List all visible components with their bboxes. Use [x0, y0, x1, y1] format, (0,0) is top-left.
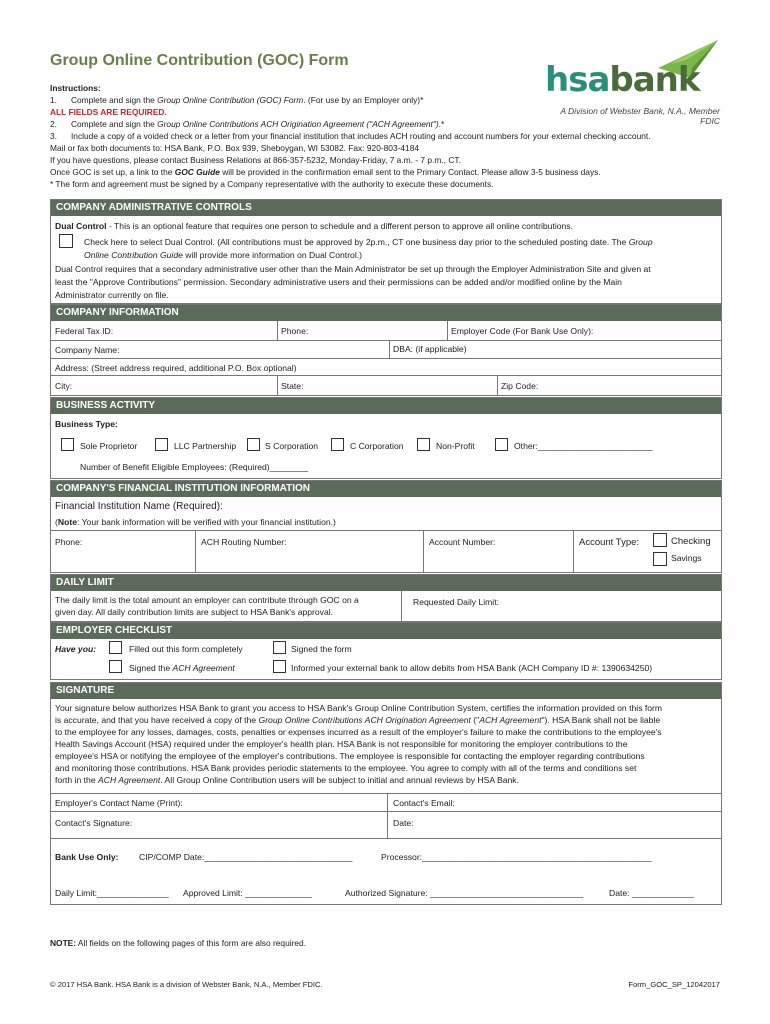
company-name-field[interactable]: Company Name: [55, 345, 120, 355]
note-label: Note [57, 517, 77, 527]
signature-text-6: and monitoring those contributions. HSA Bank provides periodic statements to the employee. You agree to comply with all of the terms and conditions set [55, 763, 637, 773]
dual-control-para-3: Administrator currently on file. [55, 290, 169, 300]
logo-tagline: A Division of Webster Bank, N.A., Member FDIC [560, 106, 720, 126]
dual-control-check-line2 [84, 250, 362, 260]
page-title: Group Online Contribution (GOC) Form [50, 52, 349, 69]
instruction-3-num: 3. [50, 131, 57, 141]
signed-ach-text: Signed the [129, 663, 173, 673]
daily-limit-bank-field[interactable]: Daily Limit:_______________ [55, 888, 169, 898]
filled-form-checkbox[interactable] [109, 641, 122, 654]
approved-limit-field[interactable]: Approved Limit: ______________ [183, 888, 313, 898]
signature-text-5: employee's HSA or notifying the employee of the employer's contributions. The employee is responsible for contacting the employer regarding contributions [55, 751, 645, 761]
sig7-c: . All Group Online Contribution users will be subject to initial and annual reviews by HSA Bank. [160, 775, 519, 785]
instruction-1 [50, 95, 730, 106]
footer-copyright: © 2017 HSA Bank. HSA Bank is a division of Webster Bank, N.A., Member FDIC. [50, 980, 323, 989]
signature-text-3: to the employee for any losses, damages, costs, penalties or expenses incurred as a result of the employer's failure to make the contributions to the employee's [55, 727, 662, 737]
employer-checklist-heading: EMPLOYER CHECKLIST [51, 623, 721, 639]
sig2-c: (" [470, 715, 480, 725]
sig7-b: ACH Agreement [98, 775, 161, 785]
company-phone-field[interactable]: Phone: [281, 326, 309, 336]
signed-ach-italic: ACH Agreement [172, 663, 235, 673]
have-you-label: Have you: [55, 644, 97, 654]
signature-text-1: Your signature below authorizes HSA Bank to grant you access to HSA Bank's Group Online Contribution System, certifies the information provided on this form [55, 703, 663, 713]
employer-checklist-section [50, 622, 722, 680]
instruction-2 [50, 119, 730, 130]
daily-limit-section [50, 574, 722, 622]
non-profit-checkbox[interactable] [417, 438, 430, 451]
llc-label: LLC Partnership [174, 441, 237, 451]
bank-phone-field[interactable]: Phone: [55, 537, 83, 547]
other-label[interactable]: Other:________________________ [514, 441, 653, 451]
dual-control-text [55, 221, 573, 231]
instructions-heading: Instructions: [50, 83, 101, 93]
signature-text-7 [55, 775, 519, 785]
instruction-1-tail: . (For use by an Employer only)* [303, 95, 424, 105]
instruction-1-text: Complete and sign the [70, 95, 158, 105]
financial-institution-heading: COMPANY'S FINANCIAL INSTITUTION INFORMATION [51, 481, 721, 497]
checking-checkbox[interactable] [653, 533, 667, 547]
other-checkbox[interactable] [495, 438, 508, 451]
zip-field[interactable]: Zip Code: [501, 381, 539, 391]
company-info-section [50, 304, 722, 396]
informed-bank-checkbox[interactable] [273, 660, 286, 673]
signed-ach-checkbox[interactable] [109, 660, 122, 673]
pages-note [50, 938, 730, 949]
note-bold: NOTE: [50, 938, 77, 948]
checking-label: Checking [671, 536, 711, 547]
employee-count-field[interactable]: Number of Benefit Eligible Employees: (Required)________ [80, 462, 308, 472]
sig2-e: "). HSA Bank shall not be liable [541, 715, 661, 725]
dual-control-para-1: Dual Control requires that a secondary administrative user other than the Main Administrator be set up through the Employer Administration Site and given at [55, 264, 651, 274]
sole-proprietor-checkbox[interactable] [61, 438, 74, 451]
dual-control-check-line1 [84, 237, 653, 247]
signed-ach-label [129, 663, 235, 673]
contact-signature-field[interactable]: Contact's Signature: [55, 818, 133, 828]
s-corp-label: S Corporation [265, 441, 319, 451]
authority-note: * The form and agreement must be signed by a Company representative with the authority to execute these documents. [50, 179, 494, 189]
c-corp-label: C Corporation [350, 441, 404, 451]
contact-name-field[interactable]: Employer's Contact Name (Print): [55, 798, 183, 808]
instruction-1-italic: Group Online Contribution (GOC) Form [157, 95, 304, 105]
admin-controls-heading: COMPANY ADMINISTRATIVE CONTROLS [51, 200, 721, 216]
dual-check-text: Check here to select Dual Control. (All contributions must be approved by 2p.m., CT one business day prior to the scheduled posting date. The [84, 237, 629, 247]
signature-section [50, 682, 722, 905]
dual-guide-italic: Online Contribution Guide [84, 250, 183, 260]
signed-form-checkbox[interactable] [273, 641, 286, 654]
goc-guide-text: Once GOC is set up, a link to the [50, 167, 175, 177]
business-activity-heading: BUSINESS ACTIVITY [51, 398, 721, 414]
instruction-2-italic: Group Online Contributions ACH Origination Agreement ("ACH Agreement") [157, 119, 439, 129]
instruction-1-num: 1. [50, 95, 57, 105]
instruction-3-text: Include a copy of a voided check or a letter from your financial institution that includes ACH routing and account numbers for your external checking account. [70, 131, 651, 141]
savings-label: Savings [671, 553, 702, 563]
daily-limit-desc-2: given day. All daily contribution limits are subject to HSA Bank's approval. [55, 607, 334, 617]
logo-wordmark [545, 60, 700, 100]
goc-guide-tail: will be provided in the confirmation email sent to the Primary Contact. Please allow 3-5 business days. [219, 167, 601, 177]
account-number-field[interactable]: Account Number: [429, 537, 496, 547]
dual-guide-text: will provide more information on Dual Control.) [182, 250, 362, 260]
signed-form-label: Signed the form [291, 644, 352, 654]
sig2-d: ACH Agreement [479, 715, 542, 725]
goc-guide-line [50, 167, 730, 178]
non-profit-label: Non-Profit [436, 441, 475, 451]
dual-control-label: Dual Control [55, 221, 107, 231]
instruction-2-num: 2. [50, 119, 57, 129]
address-field[interactable]: Address: (Street address required, additional P.O. Box optional) [55, 363, 297, 373]
s-corp-checkbox[interactable] [247, 438, 260, 451]
logo-bank: bank [609, 60, 700, 100]
business-activity-section [50, 397, 722, 479]
informed-bank-label: Informed your external bank to allow debits from HSA Bank (ACH Company ID #: 1390634250) [291, 663, 653, 673]
daily-limit-heading: DAILY LIMIT [51, 575, 721, 591]
contact-email-field[interactable]: Contact's Email: [393, 798, 455, 808]
daily-limit-desc-1: The daily limit is the total amount an employer can contribute through GOC on a [55, 595, 359, 605]
instruction-2-text: Complete and sign the [70, 119, 158, 129]
savings-checkbox[interactable] [653, 552, 667, 566]
c-corp-checkbox[interactable] [331, 438, 344, 451]
requested-daily-limit-field[interactable]: Requested Daily Limit: [413, 597, 499, 607]
note-rest: All fields on the following pages of this form are also required. [76, 938, 307, 948]
bank-date-field[interactable]: Date: _____________ [609, 888, 695, 898]
goc-guide-italic: GOC Guide [174, 167, 220, 177]
footer-form-id: Form_GOC_SP_12042017 [628, 980, 720, 989]
state-field[interactable]: State: [281, 381, 304, 391]
questions-line: If you have questions, please contact Business Relations at 866-357-5232, Monday-Friday, 7 a.m. - 7 p.m., CT. [50, 155, 461, 165]
dual-control-desc: - This is an optional feature that requires one person to schedule and a different person to approve all online contributions. [106, 221, 573, 231]
filled-form-label: Filled out this form completely [129, 644, 243, 654]
signature-heading: SIGNATURE [51, 683, 721, 699]
dual-control-para-2: least the "Approve Contributions" permission. Secondary administrative users and their permissions can be added and/or modified online by the Main [55, 277, 622, 287]
cip-comp-date-field[interactable]: CIP/COMP Date:_______________________________ [139, 852, 353, 862]
signature-date-field[interactable]: Date: [393, 818, 414, 828]
business-type-label: Business Type: [55, 419, 118, 429]
routing-number-field[interactable]: ACH Routing Number: [201, 537, 287, 547]
dual-control-checkbox[interactable] [59, 234, 73, 248]
note-text: : Your bank information will be verified with your financial institution.) [76, 517, 336, 527]
verification-note [55, 517, 336, 527]
institution-name-field[interactable]: Financial Institution Name (Required): [55, 501, 223, 512]
account-type-label: Account Type: [579, 537, 640, 548]
company-info-heading: COMPANY INFORMATION [51, 305, 721, 321]
processor-field[interactable]: Processor:________________________________________________ [381, 852, 652, 862]
instruction-2-tail: .* [438, 119, 445, 129]
instruction-3 [50, 131, 730, 142]
city-field[interactable]: City: [55, 381, 73, 391]
required-notice: ALL FIELDS ARE REQUIRED. [50, 107, 167, 117]
dual-check-italic: Group [628, 237, 653, 247]
financial-institution-section [50, 480, 722, 573]
signature-text-4: Health Savings Account (HSA) required under the employer's health plan. HSA Bank is not responsible for monitoring the employer contributions to the [55, 739, 628, 749]
admin-controls-section [50, 199, 722, 304]
bank-use-label: Bank Use Only: [55, 852, 119, 862]
federal-tax-id-field[interactable]: Federal Tax ID: [55, 326, 114, 336]
sig2-b: Group Online Contributions ACH Origination Agreement [258, 715, 471, 725]
sig7-a: forth in the [55, 775, 98, 785]
sig2-a: is accurate, and that you have received a copy of the [55, 715, 259, 725]
sole-proprietor-label: Sole Proprietor [80, 441, 138, 451]
dba-field[interactable]: DBA: (if applicable) [393, 344, 467, 354]
authorized-signature-field[interactable]: Authorized Signature: ________________________________ [345, 888, 583, 898]
mail-fax-line: Mail or fax both documents to: HSA Bank, P.O. Box 939, Sheboygan, WI 53082. Fax: 920-803-4184 [50, 143, 420, 153]
llc-checkbox[interactable] [155, 438, 168, 451]
logo-hsa: hsa [545, 60, 610, 100]
note-paren: ( [55, 517, 58, 527]
employer-code-field[interactable]: Employer Code (For Bank Use Only): [451, 326, 594, 336]
signature-text-2 [55, 715, 660, 725]
